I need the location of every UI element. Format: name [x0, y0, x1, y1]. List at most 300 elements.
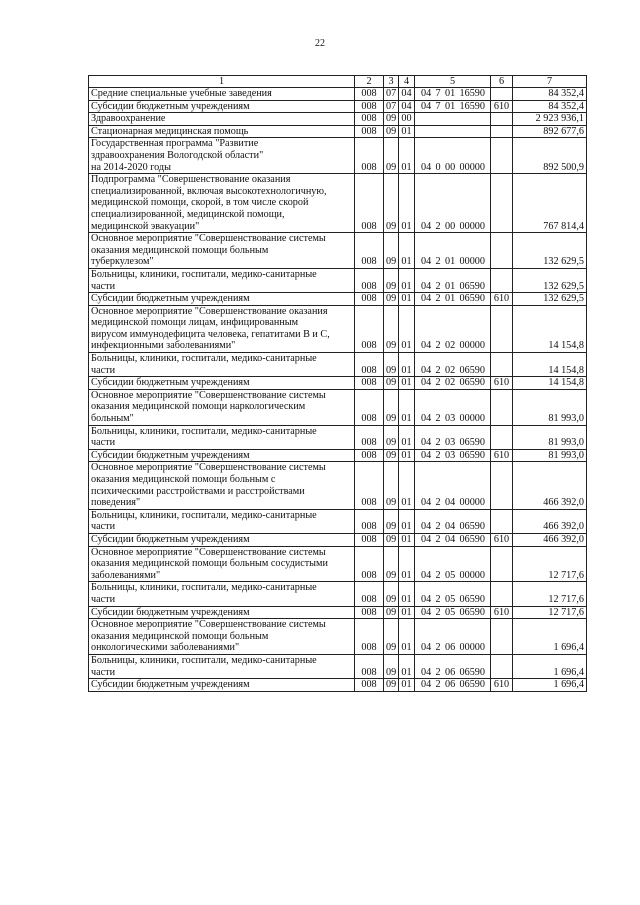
- row-amount: 892 677,6: [513, 125, 587, 138]
- table-row: [89, 174, 587, 233]
- row-target-code-parts: [417, 642, 488, 654]
- row-subsection-code: 04: [399, 100, 415, 113]
- row-target-code-part: 2: [435, 437, 441, 449]
- row-section-code: 07: [384, 88, 399, 101]
- row-name: [89, 268, 355, 292]
- row-name-line: инфекционными заболеваниями": [91, 340, 236, 352]
- row-admin-code: 008: [355, 462, 384, 509]
- row-target-code-part: 2: [435, 280, 441, 292]
- row-name-line: Субсидии бюджетным учреждениям: [91, 293, 250, 305]
- row-target-code-part: 06: [444, 679, 456, 691]
- row-name-line: Основное мероприятие "Совершенствование системы: [91, 619, 326, 631]
- row-section-code: 09: [384, 113, 399, 126]
- row-target-code: [415, 377, 491, 390]
- row-expense-type: [491, 174, 513, 233]
- row-subsection-code: 01: [399, 293, 415, 306]
- header-row: [89, 76, 587, 88]
- row-expense-type: 610: [491, 449, 513, 462]
- row-target-code-part: 04: [421, 256, 432, 268]
- row-target-code-part: 00: [444, 220, 456, 232]
- row-name-line: оказания медицинской помощи больным: [91, 244, 269, 256]
- header-col-6: 6: [491, 76, 513, 88]
- row-admin-code: 008: [355, 268, 384, 292]
- row-name-line: Субсидии бюджетным учреждениям: [91, 679, 250, 691]
- table-row: [89, 533, 587, 546]
- row-target-code-parts: [417, 413, 488, 425]
- row-target-code-part: 2: [435, 449, 441, 461]
- row-target-code-part: 04: [421, 100, 432, 112]
- row-name-line: части: [91, 280, 116, 292]
- row-name-line: Подпрограмма "Совершенствование оказания: [91, 174, 291, 186]
- row-target-code: [415, 425, 491, 449]
- row-name: [89, 449, 355, 462]
- row-target-code-part: 04: [421, 642, 432, 654]
- row-target-code-part: 02: [444, 377, 456, 389]
- row-subsection-code: 01: [399, 509, 415, 533]
- row-target-code-part: 2: [435, 521, 441, 533]
- row-target-code-part: 02: [444, 364, 456, 376]
- row-amount: 1 696,4: [513, 619, 587, 655]
- row-subsection-code: 01: [399, 389, 415, 425]
- row-subsection-code: 01: [399, 606, 415, 619]
- row-target-code-part: 2: [435, 679, 441, 691]
- header-col-7: 7: [513, 76, 587, 88]
- row-target-code: [415, 606, 491, 619]
- row-section-code: 09: [384, 679, 399, 692]
- row-admin-code: 008: [355, 113, 384, 126]
- table-row: [89, 389, 587, 425]
- row-target-code-part: 2: [435, 377, 441, 389]
- row-amount: 12 717,6: [513, 606, 587, 619]
- row-target-code-part: 16590: [459, 100, 485, 112]
- row-section-code: 09: [384, 353, 399, 377]
- row-name: [89, 509, 355, 533]
- row-amount: 84 352,4: [513, 100, 587, 113]
- row-subsection-code: 01: [399, 377, 415, 390]
- row-subsection-code: 01: [399, 268, 415, 292]
- row-subsection-code: 01: [399, 305, 415, 352]
- row-target-code-part: 2: [435, 220, 441, 232]
- row-name-line: Больницы, клиники, госпитали, медико-санитарные: [91, 654, 317, 666]
- row-target-code-parts: [417, 437, 488, 449]
- row-subsection-code: 01: [399, 679, 415, 692]
- row-target-code-part: 04: [421, 593, 432, 605]
- row-expense-type: [491, 389, 513, 425]
- row-target-code-part: 06590: [459, 666, 485, 678]
- table-row: [89, 353, 587, 377]
- row-target-code-part: 04: [421, 161, 432, 173]
- row-target-code-part: 04: [444, 497, 456, 509]
- row-target-code-part: 00000: [459, 340, 485, 352]
- row-amount: 132 629,5: [513, 268, 587, 292]
- row-target-code-part: 2: [435, 413, 441, 425]
- row-section-code: 09: [384, 582, 399, 606]
- row-target-code-part: 00000: [459, 220, 485, 232]
- row-section-code: 09: [384, 268, 399, 292]
- row-amount: 132 629,5: [513, 233, 587, 269]
- row-target-code-part: 00000: [459, 497, 485, 509]
- row-name-line: Основное мероприятие "Совершенствование системы: [91, 389, 326, 401]
- row-name-line: Основное мероприятие "Совершенствование системы: [91, 546, 326, 558]
- row-admin-code: 008: [355, 509, 384, 533]
- row-section-code: 09: [384, 293, 399, 306]
- row-name-line: поведения": [91, 497, 141, 509]
- row-name-line: оказания медицинской помощи больным: [91, 630, 269, 642]
- row-target-code-part: 06: [444, 666, 456, 678]
- row-name-line: заболеваниями": [91, 569, 161, 581]
- table-row: [89, 654, 587, 678]
- row-target-code: [415, 305, 491, 352]
- table-row: [89, 679, 587, 692]
- row-admin-code: 008: [355, 305, 384, 352]
- row-target-code-part: 0: [435, 161, 441, 173]
- row-admin-code: 008: [355, 125, 384, 138]
- row-target-code-part: 00000: [459, 256, 485, 268]
- row-target-code-parts: [417, 570, 488, 582]
- row-target-code-part: 06590: [459, 449, 485, 461]
- row-target-code: [415, 449, 491, 462]
- row-section-code: 09: [384, 233, 399, 269]
- row-subsection-code: 01: [399, 233, 415, 269]
- row-target-code-parts: [417, 521, 488, 533]
- row-name-line: Субсидии бюджетным учреждениям: [91, 377, 250, 389]
- row-name: [89, 233, 355, 269]
- row-name: [89, 389, 355, 425]
- row-target-code-part: 2: [435, 497, 441, 509]
- row-target-code-part: 06590: [459, 377, 485, 389]
- table-body: [89, 88, 587, 692]
- row-name: [89, 606, 355, 619]
- row-target-code-part: 04: [421, 497, 432, 509]
- row-amount: 14 154,8: [513, 353, 587, 377]
- row-section-code: 09: [384, 377, 399, 390]
- row-amount: 14 154,8: [513, 377, 587, 390]
- row-name-line: части: [91, 521, 116, 533]
- row-name-line: части: [91, 437, 116, 449]
- row-name-line: на 2014-2020 годы: [91, 161, 171, 173]
- row-name: [89, 174, 355, 233]
- row-section-code: 09: [384, 546, 399, 582]
- table-row: [89, 268, 587, 292]
- row-section-code: 09: [384, 389, 399, 425]
- header-col-1: 1: [89, 76, 355, 88]
- table-row: [89, 100, 587, 113]
- row-name: [89, 546, 355, 582]
- budget-table: [88, 75, 587, 692]
- row-target-code-part: 00000: [459, 642, 485, 654]
- row-target-code: [415, 268, 491, 292]
- table-row: [89, 138, 587, 174]
- row-name: [89, 88, 355, 101]
- row-target-code-part: 04: [421, 293, 432, 305]
- row-section-code: 09: [384, 533, 399, 546]
- row-amount: 81 993,0: [513, 449, 587, 462]
- row-name: [89, 533, 355, 546]
- table-row: [89, 606, 587, 619]
- row-name-line: оказания медицинской помощи больным с: [91, 474, 276, 485]
- row-target-code-part: 2: [435, 666, 441, 678]
- table-row: [89, 425, 587, 449]
- row-name-line: туберкулезом": [91, 256, 154, 268]
- row-target-code-part: 06590: [459, 533, 485, 545]
- row-target-code-parts: [417, 534, 488, 546]
- row-target-code: [415, 138, 491, 174]
- row-target-code-part: 04: [421, 280, 432, 292]
- row-subsection-code: 01: [399, 533, 415, 546]
- row-admin-code: 008: [355, 100, 384, 113]
- row-amount: 466 392,0: [513, 509, 587, 533]
- row-name-line: Субсидии бюджетным учреждениям: [91, 449, 250, 461]
- row-name: [89, 125, 355, 138]
- row-section-code: 09: [384, 425, 399, 449]
- row-name-line: части: [91, 364, 116, 376]
- row-admin-code: 008: [355, 546, 384, 582]
- row-amount: 767 814,4: [513, 174, 587, 233]
- row-admin-code: 008: [355, 88, 384, 101]
- row-name: [89, 582, 355, 606]
- table-row: [89, 113, 587, 126]
- row-admin-code: 008: [355, 377, 384, 390]
- row-name-line: оказания медицинской помощи наркологическим: [91, 401, 306, 413]
- row-target-code-part: 2: [435, 606, 441, 618]
- row-subsection-code: 01: [399, 425, 415, 449]
- row-target-code-parts: [417, 221, 488, 233]
- row-name-line: части: [91, 593, 116, 605]
- row-section-code: 09: [384, 174, 399, 233]
- row-expense-type: 610: [491, 293, 513, 306]
- row-section-code: 07: [384, 100, 399, 113]
- page-number: 22: [315, 38, 325, 49]
- row-expense-type: 610: [491, 377, 513, 390]
- row-target-code-part: 06590: [459, 521, 485, 533]
- row-target-code: [415, 125, 491, 138]
- table-row: [89, 619, 587, 655]
- row-target-code-parts: [417, 450, 488, 462]
- row-subsection-code: 01: [399, 582, 415, 606]
- row-target-code-parts: [417, 101, 488, 113]
- row-target-code-part: 7: [435, 100, 441, 112]
- row-target-code-part: 05: [444, 569, 456, 581]
- row-name: [89, 425, 355, 449]
- row-expense-type: [491, 138, 513, 174]
- row-target-code: [415, 533, 491, 546]
- row-amount: 1 696,4: [513, 654, 587, 678]
- row-name-line: медицинской помощи лицам, инфицированным: [91, 317, 299, 329]
- row-target-code-part: 2: [435, 256, 441, 268]
- row-target-code-part: 01: [444, 293, 456, 305]
- row-name: [89, 377, 355, 390]
- row-target-code: [415, 100, 491, 113]
- row-target-code-part: 16590: [459, 88, 485, 99]
- row-admin-code: 008: [355, 654, 384, 678]
- row-section-code: 09: [384, 462, 399, 509]
- table-row: [89, 462, 587, 509]
- row-amount: 81 993,0: [513, 425, 587, 449]
- row-section-code: 09: [384, 606, 399, 619]
- row-amount: 14 154,8: [513, 305, 587, 352]
- row-amount: 466 392,0: [513, 533, 587, 546]
- row-target-code: [415, 113, 491, 126]
- row-target-code-part: 04: [421, 521, 432, 533]
- row-target-code-part: 04: [421, 666, 432, 678]
- row-name-line: Основное мероприятие "Совершенствование системы: [91, 233, 326, 245]
- table-row: [89, 305, 587, 352]
- row-target-code-part: 2: [435, 569, 441, 581]
- row-admin-code: 008: [355, 679, 384, 692]
- row-expense-type: 610: [491, 679, 513, 692]
- row-target-code-part: 04: [421, 606, 432, 618]
- row-target-code-parts: [417, 497, 488, 509]
- row-target-code-part: 00000: [459, 569, 485, 581]
- row-subsection-code: 01: [399, 174, 415, 233]
- row-target-code-part: 06590: [459, 280, 485, 292]
- row-section-code: 09: [384, 449, 399, 462]
- row-expense-type: 610: [491, 100, 513, 113]
- row-name-line: медицинской эвакуации": [91, 220, 200, 232]
- row-subsection-code: 01: [399, 353, 415, 377]
- row-name: [89, 100, 355, 113]
- row-target-code: [415, 679, 491, 692]
- row-target-code-part: 03: [444, 437, 456, 449]
- row-admin-code: 008: [355, 606, 384, 619]
- row-name-line: Средние специальные учебные заведения: [91, 88, 272, 99]
- row-expense-type: [491, 582, 513, 606]
- row-amount: 132 629,5: [513, 293, 587, 306]
- row-name-line: части: [91, 666, 116, 678]
- row-expense-type: [491, 509, 513, 533]
- row-admin-code: 008: [355, 293, 384, 306]
- row-target-code-parts: [417, 162, 488, 174]
- row-name-line: Больницы, клиники, госпитали, медико-санитарные: [91, 425, 317, 437]
- row-name-line: больным": [91, 413, 134, 425]
- row-target-code-parts: [417, 607, 488, 619]
- row-name-line: оказания медицинской помощи больным сосудистыми: [91, 558, 328, 570]
- row-target-code-part: 06590: [459, 437, 485, 449]
- table-row: [89, 125, 587, 138]
- row-name-line: онкологическими заболеваниями": [91, 642, 240, 654]
- row-target-code: [415, 546, 491, 582]
- row-name: [89, 619, 355, 655]
- row-name-line: Больницы, клиники, госпитали, медико-санитарные: [91, 268, 317, 280]
- row-target-code-parts: [417, 293, 488, 305]
- row-target-code-part: 06590: [459, 593, 485, 605]
- row-expense-type: [491, 268, 513, 292]
- row-target-code-part: 01: [444, 280, 456, 292]
- row-expense-type: 610: [491, 606, 513, 619]
- row-target-code-parts: [417, 256, 488, 268]
- row-admin-code: 008: [355, 619, 384, 655]
- row-name: [89, 113, 355, 126]
- row-expense-type: [491, 619, 513, 655]
- row-target-code-part: 04: [421, 569, 432, 581]
- row-name-line: Больницы, клиники, госпитали, медико-санитарные: [91, 582, 317, 594]
- row-name-line: Здравоохранение: [91, 113, 166, 125]
- row-target-code: [415, 353, 491, 377]
- header-col-4: 4: [399, 76, 415, 88]
- row-target-code-part: 06590: [459, 679, 485, 691]
- row-name-line: здравоохранения Вологодской области": [91, 149, 264, 161]
- row-admin-code: 008: [355, 425, 384, 449]
- table-row: [89, 233, 587, 269]
- row-admin-code: 008: [355, 389, 384, 425]
- table-row: [89, 88, 587, 101]
- row-target-code: [415, 88, 491, 101]
- row-target-code-part: 2: [435, 364, 441, 376]
- row-target-code: [415, 509, 491, 533]
- row-target-code-part: 00000: [459, 161, 485, 173]
- row-target-code-part: 2: [435, 533, 441, 545]
- row-name: [89, 679, 355, 692]
- row-name-line: Стационарная медицинская помощь: [91, 125, 249, 137]
- row-section-code: 09: [384, 654, 399, 678]
- row-target-code-part: 06590: [459, 606, 485, 618]
- row-target-code-parts: [417, 88, 488, 100]
- row-target-code-part: 06590: [459, 293, 485, 305]
- row-subsection-code: 01: [399, 138, 415, 174]
- row-section-code: 09: [384, 509, 399, 533]
- row-target-code: [415, 582, 491, 606]
- row-target-code-part: 05: [444, 593, 456, 605]
- row-expense-type: [491, 353, 513, 377]
- row-name-line: Основное мероприятие "Совершенствование оказания: [91, 305, 328, 317]
- table-row: [89, 449, 587, 462]
- row-subsection-code: 01: [399, 654, 415, 678]
- row-target-code-part: 7: [435, 88, 441, 99]
- row-name-line: специализированной, медицинской помощи,: [91, 208, 285, 220]
- row-target-code-part: 03: [444, 413, 456, 425]
- row-name: [89, 305, 355, 352]
- row-target-code: [415, 389, 491, 425]
- row-target-code-parts: [417, 667, 488, 679]
- row-target-code-part: 05: [444, 606, 456, 618]
- row-target-code-part: 2: [435, 293, 441, 305]
- row-amount: 892 500,9: [513, 138, 587, 174]
- row-target-code-part: 04: [444, 521, 456, 533]
- row-target-code: [415, 462, 491, 509]
- row-admin-code: 008: [355, 174, 384, 233]
- row-admin-code: 008: [355, 449, 384, 462]
- row-name-line: Больницы, клиники, госпитали, медико-санитарные: [91, 509, 317, 521]
- row-expense-type: [491, 462, 513, 509]
- row-amount: 84 352,4: [513, 88, 587, 101]
- row-target-code: [415, 233, 491, 269]
- table-row: [89, 546, 587, 582]
- row-section-code: 09: [384, 138, 399, 174]
- row-name-line: вирусом иммунодефицита человека, гепатитами В и С,: [91, 328, 330, 340]
- row-target-code-part: 04: [421, 449, 432, 461]
- row-target-code-part: 04: [421, 437, 432, 449]
- row-target-code-parts: [417, 281, 488, 293]
- row-expense-type: [491, 88, 513, 101]
- row-amount: 81 993,0: [513, 389, 587, 425]
- table-row: [89, 377, 587, 390]
- row-subsection-code: 01: [399, 619, 415, 655]
- row-target-code: [415, 654, 491, 678]
- header-col-5: 5: [415, 76, 491, 88]
- row-target-code: [415, 619, 491, 655]
- row-name: [89, 353, 355, 377]
- row-section-code: 09: [384, 619, 399, 655]
- row-target-code-part: 04: [421, 413, 432, 425]
- row-admin-code: 008: [355, 533, 384, 546]
- row-name-line: специализированной, включая высокотехнологичную,: [91, 185, 327, 197]
- row-target-code-part: 01: [444, 88, 456, 99]
- row-expense-type: [491, 125, 513, 138]
- row-target-code-parts: [417, 377, 488, 389]
- header-col-2: 2: [355, 76, 384, 88]
- row-amount: 466 392,0: [513, 462, 587, 509]
- header-col-3: 3: [384, 76, 399, 88]
